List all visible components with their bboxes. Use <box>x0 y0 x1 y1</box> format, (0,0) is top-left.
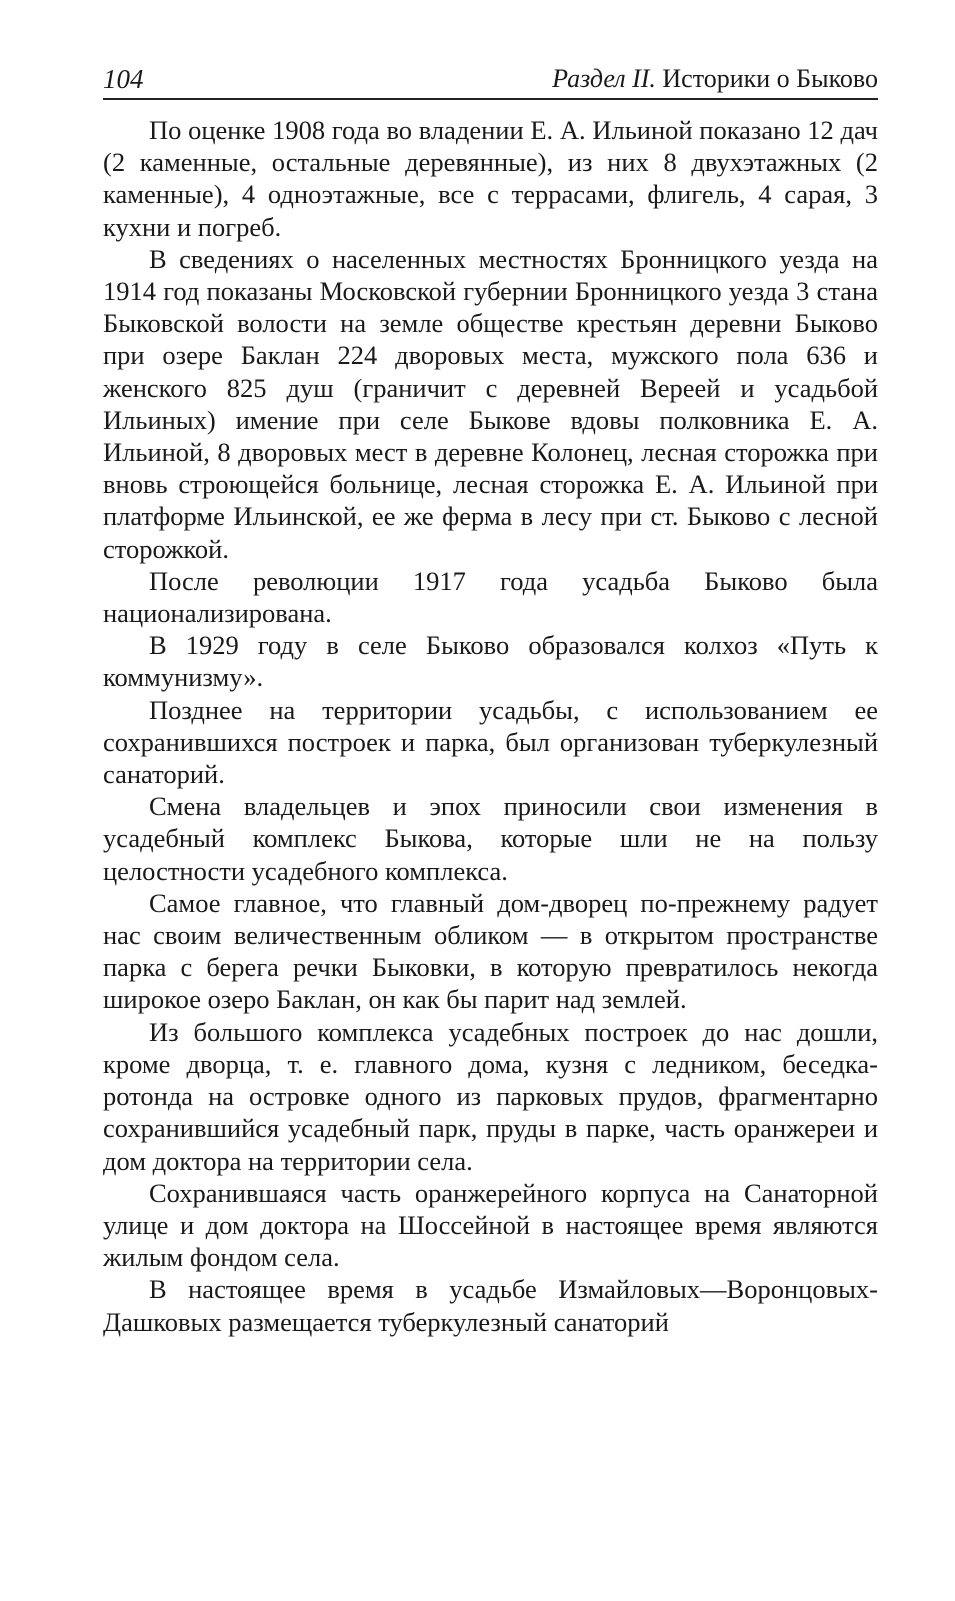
running-head <box>552 64 878 94</box>
paragraph: Позднее на территории усадьбы, с использованием ее сохранившихся построек и парка, был организован туберкулезный санаторий. <box>103 694 878 790</box>
page-header <box>103 58 878 100</box>
paragraph: Смена владельцев и эпох приносили свои изменения в усадебный комплекс Быкова, которые шли не на пользу целостности усадебного комплекса. <box>103 791 878 886</box>
body-text <box>103 114 878 1338</box>
paragraph: Самое главное, что главный дом-дворец по-прежнему радует нас своим величественным обликом — в открытом пространстве парка с берега речки Быковки, в которую превратилось некогда широкое озеро Баклан, он как бы парит над землей. <box>103 887 878 1015</box>
paragraph: В сведениях о населенных местностях Бронницкого уезда на 1914 год показаны Московской губернии Бронницкого уезда 3 стана Быковской волости на земле обществе крестьян деревни Быково при озере Баклан 224 дворовых места, мужского пола 636 и женского 825 душ (граничит с деревней Вереей и усадьбой Ильиных) имение при селе Быкове вдовы полковника Е. А. Ильиной, 8 дворовых мест в деревне Колонец, лесная сторожка при вновь строющейся больнице, лесная сторожка Е. А. Ильиной при платформе Ильинской, ее же ферма в лесу при ст. Быково с лесной сторожкой. <box>103 243 878 564</box>
paragraph: Сохранившаяся часть оранжерейного корпуса на Санаторной улице и дом доктора на Шоссейной в настоящее время являются жилым фондом села. <box>103 1177 878 1273</box>
book-page <box>103 58 878 1338</box>
paragraph: По оценке 1908 года во владении Е. А. Ильиной показано 12 дач (2 каменные, остальные деревянные), из них 8 двухэтажных (2 каменные), 4 одноэтажные, все с террасами, флигель, 4 сарая, 3 кухни и погреб. <box>103 115 878 242</box>
chapter-title: Историки о Быково <box>662 64 878 93</box>
paragraph: После революции 1917 года усадьба Быково была национализирована. <box>103 565 878 629</box>
paragraph: В 1929 году в селе Быково образовался колхоз «Путь к коммунизму». <box>103 630 878 693</box>
section-label: Раздел II. <box>552 64 656 93</box>
page-number: 104 <box>103 64 144 94</box>
paragraph: В настоящее время в усадьбе Измайловых—Воронцовых-Дашковых размещается туберкулезный санаторий <box>103 1274 878 1337</box>
paragraph: Из большого комплекса усадебных построек до нас дошли, кроме дворца, т. е. главного дома, кузня с ледником, беседка-ротонда на островке одного из парковых прудов, фрагментарно сохранившийся усадебный парк, пруды в парке, часть оранжереи и дом доктора на территории села. <box>103 1016 878 1176</box>
